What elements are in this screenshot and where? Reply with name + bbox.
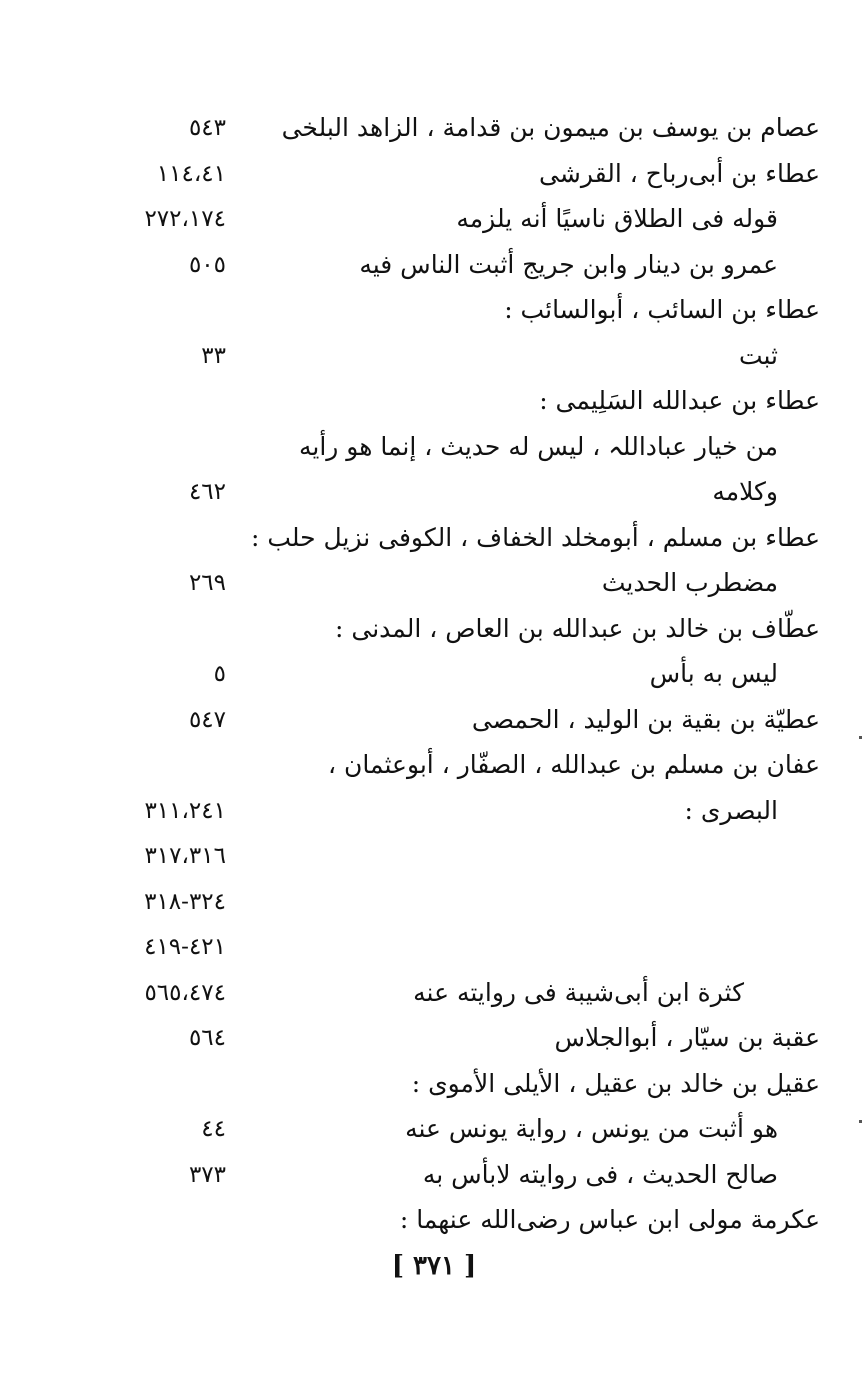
- entry-heading: عطاء بن السائب ، أبوالسائب :: [504, 295, 820, 324]
- entry-page-refs: ٢٧٢،١٧٤: [144, 206, 226, 232]
- entry-page-refs: ٥٦٥،٤٧٤: [144, 980, 226, 1006]
- entry-heading: عطيّة بن بقية بن الوليد ، الحمصى: [471, 705, 820, 734]
- index-entry: [0, 1062, 868, 1106]
- entry-subtext: وكلامه: [712, 477, 778, 506]
- entry-heading: عطاء بن عبدالله السَلِيمى :: [539, 386, 820, 415]
- entry-page-refs: ٥٦٤: [188, 1025, 226, 1051]
- scan-mark: [859, 1120, 862, 1123]
- index-entry: [0, 607, 868, 651]
- entry-page-refs: ٤٦٢: [188, 479, 226, 505]
- index-entry: [0, 516, 868, 560]
- index-entry: [0, 1198, 868, 1242]
- entry-subtext: ثبت: [738, 341, 778, 370]
- entry-subtext: قوله فى الطلاق ناسيًا أنه يلزمه: [456, 204, 778, 233]
- index-entry: [0, 561, 868, 605]
- index-entry: [0, 880, 868, 924]
- index-entry: [0, 743, 868, 787]
- entry-page-refs: ٥٠٥: [188, 252, 226, 278]
- entry-page-refs: ٣١٧،٣١٦: [144, 843, 226, 869]
- entry-heading: عطاء بن أبى‌رباح ، القرشى: [539, 159, 820, 188]
- entry-page-refs: ٣٢٤-٣١٨: [144, 889, 226, 915]
- entry-heading: عطّاف بن خالد بن عبدالله بن العاص ، المدنى :: [335, 614, 820, 643]
- index-entry: [0, 1016, 868, 1060]
- entry-heading: عفان بن مسلم بن عبدالله ، الصفّار ، أبوعثمان ،: [328, 750, 820, 779]
- index-entry: [0, 1153, 868, 1197]
- entry-page-refs: ٥٤٣: [188, 115, 226, 141]
- index-entry: [0, 1107, 868, 1151]
- index-entry: [0, 470, 868, 514]
- index-entry: [0, 106, 868, 150]
- entry-subtext: هو أثبت من يونس ، رواية يونس عنه: [405, 1114, 778, 1143]
- index-entry: [0, 197, 868, 241]
- entry-subtext: مضطرب الحديث: [601, 568, 778, 597]
- entry-heading: عقبة بن سيّار ، أبوالجلاس: [554, 1023, 820, 1052]
- entry-page-refs: ٢٦٩: [188, 570, 226, 596]
- index-entry: [0, 379, 868, 423]
- entry-subtext: ليس به بأس: [649, 659, 778, 688]
- index-entry: [0, 334, 868, 378]
- page-number: [ ٣٧١ ]: [391, 1251, 477, 1281]
- index-entry: [0, 789, 868, 833]
- entry-subtext: من خيار عباداللہ ، ليس له حديث ، إنما هو رأيه: [298, 432, 778, 461]
- entry-page-refs: ٣٧٣: [188, 1162, 226, 1188]
- index-entry: [0, 834, 868, 878]
- entry-subtext: عمرو بن دينار وابن جريج أثبت الناس فيه: [359, 250, 778, 279]
- entry-heading: عكرمة مولى ابن عباس رضى‌الله عنهما :: [399, 1205, 820, 1234]
- index-entry: [0, 971, 868, 1015]
- index-entry: [0, 288, 868, 332]
- index-entry: [0, 925, 868, 969]
- entry-subtext: البصرى :: [684, 796, 778, 825]
- index-entry: [0, 152, 868, 196]
- scan-mark: [859, 736, 862, 739]
- entry-subtext: كثرة ابن أبى‌شيبة فى روايته عنه: [413, 978, 744, 1007]
- index-entry: [0, 243, 868, 287]
- index-entry: [0, 652, 868, 696]
- entry-subtext: صالح الحديث ، فى روايته لابأس به: [422, 1160, 778, 1189]
- entry-page-refs: ١١٤،٤١: [156, 161, 226, 187]
- entry-page-refs: ٤٢١-٤١٩: [144, 934, 226, 960]
- index-entry: [0, 698, 868, 742]
- entry-heading: عصام بن يوسف بن ميمون بن قدامة ، الزاهد البلخى: [281, 113, 820, 142]
- entry-page-refs: ٤٤: [201, 1116, 226, 1142]
- entry-page-refs: ٣١١،٢٤١: [144, 798, 226, 824]
- entry-page-refs: ٥: [213, 661, 226, 687]
- entry-page-refs: ٥٤٧: [188, 707, 226, 733]
- entry-heading: عقيل بن خالد بن عقيل ، الأيلى الأموى :: [411, 1069, 820, 1098]
- index-entry: [0, 425, 868, 469]
- entry-page-refs: ٣٣: [201, 343, 226, 369]
- entry-heading: عطاء بن مسلم ، أبومخلد الخفاف ، الكوفى نزيل حلب :: [250, 523, 820, 552]
